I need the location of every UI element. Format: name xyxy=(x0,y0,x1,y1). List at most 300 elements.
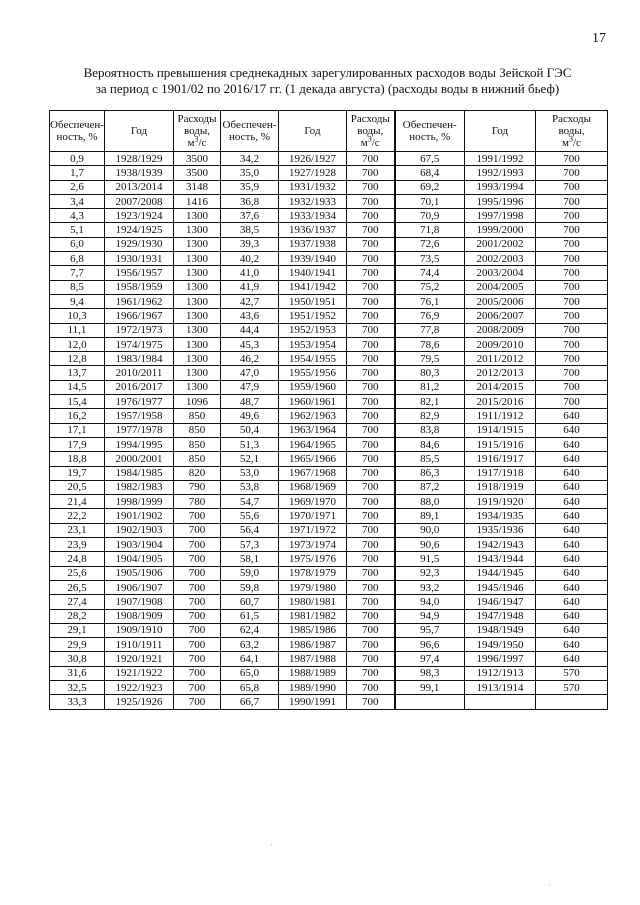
cell-probability: 35,0 xyxy=(221,166,279,180)
cell-probability: 89,1 xyxy=(395,509,465,523)
cell-year: 1995/1996 xyxy=(465,194,536,208)
cell-year: 2009/2010 xyxy=(465,337,536,351)
cell-flow: 700 xyxy=(347,423,395,437)
cell-flow: 1300 xyxy=(174,337,221,351)
header-flow: Расходы воды, $м^3/с$ xyxy=(174,111,221,152)
cell-flow: 700 xyxy=(347,366,395,380)
cell-probability: 56,4 xyxy=(221,523,279,537)
cell-year: 1913/1914 xyxy=(465,680,536,694)
cell-year: 1942/1943 xyxy=(465,538,536,552)
cell-probability: 67,5 xyxy=(395,152,465,166)
table-row xyxy=(50,152,608,166)
cell-year: 1911/1912 xyxy=(465,409,536,423)
cell-probability: 62,4 xyxy=(221,623,279,637)
cell-year: 1903/1904 xyxy=(105,538,174,552)
cell-probability: 73,5 xyxy=(395,252,465,266)
cell-flow: 640 xyxy=(536,638,608,652)
cell-flow: 700 xyxy=(347,166,395,180)
cell-flow: 640 xyxy=(536,423,608,437)
cell-flow: 820 xyxy=(174,466,221,480)
cell-flow: 700 xyxy=(347,466,395,480)
cell-probability: 91,5 xyxy=(395,552,465,566)
cell-year: 2005/2006 xyxy=(465,294,536,308)
cell-year: 1910/1911 xyxy=(105,638,174,652)
cell-probability: 90,6 xyxy=(395,538,465,552)
cell-year: 1948/1949 xyxy=(465,623,536,637)
cell-flow: 700 xyxy=(347,523,395,537)
table-row xyxy=(50,452,608,466)
cell-flow: 700 xyxy=(536,395,608,409)
cell-flow: 700 xyxy=(174,652,221,666)
cell-flow: 700 xyxy=(347,452,395,466)
cell-flow: 700 xyxy=(347,638,395,652)
cell-year: 2008/2009 xyxy=(465,323,536,337)
cell-flow: 700 xyxy=(174,680,221,694)
cell-probability: 94,9 xyxy=(395,609,465,623)
cell-flow: 700 xyxy=(347,180,395,194)
cell-flow: 700 xyxy=(174,638,221,652)
cell-year: 1980/1981 xyxy=(279,595,347,609)
table-row xyxy=(50,509,608,523)
cell-probability: 90,0 xyxy=(395,523,465,537)
cell-year: 1954/1955 xyxy=(279,352,347,366)
cell-year: 1960/1961 xyxy=(279,395,347,409)
cell-flow: 700 xyxy=(347,309,395,323)
table-row xyxy=(50,395,608,409)
cell-flow: 1300 xyxy=(174,209,221,223)
cell-probability: 66,7 xyxy=(221,695,279,709)
cell-probability: 80,3 xyxy=(395,366,465,380)
cell-flow: 700 xyxy=(347,280,395,294)
cell-flow: 700 xyxy=(347,595,395,609)
cell-flow: 850 xyxy=(174,409,221,423)
cell-flow: 700 xyxy=(536,366,608,380)
cell-year: 1970/1971 xyxy=(279,509,347,523)
table-row xyxy=(50,623,608,637)
cell-probability: 48,7 xyxy=(221,395,279,409)
cell-probability: 59,8 xyxy=(221,580,279,594)
cell-probability: 19,7 xyxy=(50,466,105,480)
cell-probability: 96,6 xyxy=(395,638,465,652)
cell-year: 1945/1946 xyxy=(465,580,536,594)
cell-probability: 50,4 xyxy=(221,423,279,437)
cell-year: 1902/1903 xyxy=(105,523,174,537)
cell-year: 1946/1947 xyxy=(465,595,536,609)
cell-flow: 1416 xyxy=(174,194,221,208)
cell-probability: 78,6 xyxy=(395,337,465,351)
cell-flow: 700 xyxy=(347,552,395,566)
cell-probability xyxy=(395,695,465,709)
cell-year: 1915/1916 xyxy=(465,437,536,451)
cell-probability: 72,6 xyxy=(395,237,465,251)
header-probability: Обеспечен- ность, % xyxy=(50,111,105,152)
cell-probability: 25,6 xyxy=(50,566,105,580)
cell-probability: 83,8 xyxy=(395,423,465,437)
cell-probability: 82,1 xyxy=(395,395,465,409)
cell-year: 1927/1928 xyxy=(279,166,347,180)
cell-probability: 40,2 xyxy=(221,252,279,266)
cell-probability: 17,9 xyxy=(50,437,105,451)
cell-flow: 700 xyxy=(536,309,608,323)
cell-year: 2004/2005 xyxy=(465,280,536,294)
cell-flow: 700 xyxy=(347,538,395,552)
cell-probability: 69,2 xyxy=(395,180,465,194)
table-row xyxy=(50,266,608,280)
cell-probability: 35,9 xyxy=(221,180,279,194)
cell-flow: 700 xyxy=(174,523,221,537)
cell-flow xyxy=(536,695,608,709)
cell-flow: 640 xyxy=(536,437,608,451)
cell-year: 1963/1964 xyxy=(279,423,347,437)
cell-probability: 49,6 xyxy=(221,409,279,423)
cell-flow: 640 xyxy=(536,480,608,494)
cell-flow: 1096 xyxy=(174,395,221,409)
cell-year: 1920/1921 xyxy=(105,652,174,666)
cell-flow: 700 xyxy=(347,652,395,666)
cell-flow: 700 xyxy=(347,266,395,280)
cell-probability: 57,3 xyxy=(221,538,279,552)
cell-year: 2013/2014 xyxy=(105,180,174,194)
cell-probability: 18,8 xyxy=(50,452,105,466)
cell-probability: 85,5 xyxy=(395,452,465,466)
cell-probability: 53,0 xyxy=(221,466,279,480)
cell-probability: 70,9 xyxy=(395,209,465,223)
cell-flow: 700 xyxy=(536,166,608,180)
cell-probability: 27,4 xyxy=(50,595,105,609)
cell-flow: 700 xyxy=(536,252,608,266)
cell-probability: 65,8 xyxy=(221,680,279,694)
cell-flow: 700 xyxy=(536,352,608,366)
cell-year: 2016/2017 xyxy=(105,380,174,394)
cell-flow: 3500 xyxy=(174,166,221,180)
cell-year: 1997/1998 xyxy=(465,209,536,223)
cell-flow: 700 xyxy=(174,566,221,580)
cell-year: 1905/1906 xyxy=(105,566,174,580)
cell-flow: 700 xyxy=(347,666,395,680)
table-row xyxy=(50,237,608,251)
cell-year: 1992/1993 xyxy=(465,166,536,180)
cell-probability: 2,6 xyxy=(50,180,105,194)
table-row xyxy=(50,223,608,237)
table-row xyxy=(50,566,608,580)
cell-probability: 61,5 xyxy=(221,609,279,623)
cell-year: 1937/1938 xyxy=(279,237,347,251)
cell-year: 1999/2000 xyxy=(465,223,536,237)
cell-flow: 640 xyxy=(536,566,608,580)
cell-flow: 1300 xyxy=(174,352,221,366)
cell-year: 1974/1975 xyxy=(105,337,174,351)
cell-probability: 97,4 xyxy=(395,652,465,666)
cell-year: 1971/1972 xyxy=(279,523,347,537)
cell-year: 1988/1989 xyxy=(279,666,347,680)
cell-year: 1994/1995 xyxy=(105,437,174,451)
cell-year: 1940/1941 xyxy=(279,266,347,280)
cell-year: 1938/1939 xyxy=(105,166,174,180)
cell-year: 2011/2012 xyxy=(465,352,536,366)
table-row xyxy=(50,638,608,652)
cell-year: 2002/2003 xyxy=(465,252,536,266)
cell-flow: 700 xyxy=(536,194,608,208)
cell-probability: 43,6 xyxy=(221,309,279,323)
cell-probability: 63,2 xyxy=(221,638,279,652)
cell-probability: 31,6 xyxy=(50,666,105,680)
cell-flow: 640 xyxy=(536,409,608,423)
cell-flow: 700 xyxy=(536,280,608,294)
cell-year: 1959/1960 xyxy=(279,380,347,394)
cell-flow: 700 xyxy=(347,437,395,451)
cell-probability: 53,8 xyxy=(221,480,279,494)
cell-flow: 700 xyxy=(536,152,608,166)
cell-flow: 3500 xyxy=(174,152,221,166)
cell-year: 1985/1986 xyxy=(279,623,347,637)
cell-year: 1936/1937 xyxy=(279,223,347,237)
cell-probability: 84,6 xyxy=(395,437,465,451)
cell-flow: 700 xyxy=(347,194,395,208)
cell-flow: 700 xyxy=(174,623,221,637)
cell-year: 1965/1966 xyxy=(279,452,347,466)
cell-probability: 88,0 xyxy=(395,495,465,509)
cell-probability: 59,0 xyxy=(221,566,279,580)
cell-year: 1912/1913 xyxy=(465,666,536,680)
cell-probability: 29,1 xyxy=(50,623,105,637)
cell-flow: 700 xyxy=(174,609,221,623)
cell-year: 1916/1917 xyxy=(465,452,536,466)
cell-flow: 640 xyxy=(536,509,608,523)
cell-probability: 7,7 xyxy=(50,266,105,280)
table-row xyxy=(50,552,608,566)
table-row xyxy=(50,609,608,623)
cell-flow: 700 xyxy=(347,152,395,166)
cell-year: 1908/1909 xyxy=(105,609,174,623)
header-probability: Обеспечен- ность, % xyxy=(395,111,465,152)
cell-probability: 76,9 xyxy=(395,309,465,323)
cell-probability: 26,5 xyxy=(50,580,105,594)
cell-year: 1931/1932 xyxy=(279,180,347,194)
cell-year: 1958/1959 xyxy=(105,280,174,294)
cell-probability: 6,8 xyxy=(50,252,105,266)
cell-probability: 39,3 xyxy=(221,237,279,251)
table-row xyxy=(50,652,608,666)
cell-probability: 47,9 xyxy=(221,380,279,394)
header-year: Год xyxy=(465,111,536,152)
cell-year: 1982/1983 xyxy=(105,480,174,494)
table-row xyxy=(50,480,608,494)
cell-flow: 700 xyxy=(347,509,395,523)
cell-year: 1955/1956 xyxy=(279,366,347,380)
cell-probability: 34,2 xyxy=(221,152,279,166)
table-row xyxy=(50,437,608,451)
table-row xyxy=(50,538,608,552)
cell-flow: 1300 xyxy=(174,280,221,294)
cell-probability: 95,7 xyxy=(395,623,465,637)
cell-probability: 41,9 xyxy=(221,280,279,294)
cell-year: 1952/1953 xyxy=(279,323,347,337)
cell-year: 1984/1985 xyxy=(105,466,174,480)
table-row xyxy=(50,323,608,337)
cell-flow: 700 xyxy=(174,538,221,552)
cell-flow: 640 xyxy=(536,538,608,552)
header-year: Год xyxy=(279,111,347,152)
cell-flow: 570 xyxy=(536,666,608,680)
cell-probability: 71,8 xyxy=(395,223,465,237)
table-row xyxy=(50,523,608,537)
cell-year: 1996/1997 xyxy=(465,652,536,666)
table-row xyxy=(50,423,608,437)
cell-flow: 640 xyxy=(536,652,608,666)
table-row xyxy=(50,666,608,680)
cell-flow: 640 xyxy=(536,452,608,466)
cell-flow: 1300 xyxy=(174,323,221,337)
cell-year: 1935/1936 xyxy=(465,523,536,537)
cell-probability: 13,7 xyxy=(50,366,105,380)
cell-flow: 700 xyxy=(536,209,608,223)
cell-flow: 570 xyxy=(536,680,608,694)
cell-year: 1917/1918 xyxy=(465,466,536,480)
cell-year: 1993/1994 xyxy=(465,180,536,194)
cell-probability: 23,1 xyxy=(50,523,105,537)
cell-year: 1986/1987 xyxy=(279,638,347,652)
cell-year: 1987/1988 xyxy=(279,652,347,666)
cell-flow: 640 xyxy=(536,623,608,637)
table-row xyxy=(50,337,608,351)
cell-flow: 640 xyxy=(536,580,608,594)
cell-year: 1932/1933 xyxy=(279,194,347,208)
cell-flow: 1300 xyxy=(174,266,221,280)
cell-year: 1979/1980 xyxy=(279,580,347,594)
cell-probability: 81,2 xyxy=(395,380,465,394)
cell-flow: 700 xyxy=(347,395,395,409)
cell-probability: 38,5 xyxy=(221,223,279,237)
cell-probability: 44,4 xyxy=(221,323,279,337)
cell-year: 1950/1951 xyxy=(279,294,347,308)
cell-probability: 54,7 xyxy=(221,495,279,509)
table-row xyxy=(50,280,608,294)
cell-probability: 68,4 xyxy=(395,166,465,180)
cell-probability: 76,1 xyxy=(395,294,465,308)
cell-flow: 700 xyxy=(347,223,395,237)
table-row xyxy=(50,495,608,509)
cell-year: 1953/1954 xyxy=(279,337,347,351)
cell-flow: 700 xyxy=(347,580,395,594)
cell-year: 1998/1999 xyxy=(105,495,174,509)
cell-flow: 1300 xyxy=(174,223,221,237)
cell-probability: 77,8 xyxy=(395,323,465,337)
cell-year: 1962/1963 xyxy=(279,409,347,423)
cell-flow: 1300 xyxy=(174,380,221,394)
cell-year: 1939/1940 xyxy=(279,252,347,266)
cell-probability: 70,1 xyxy=(395,194,465,208)
table-row xyxy=(50,409,608,423)
scan-mark: · xyxy=(548,880,551,890)
cell-year: 1923/1924 xyxy=(105,209,174,223)
cell-year: 1949/1950 xyxy=(465,638,536,652)
cell-probability: 45,3 xyxy=(221,337,279,351)
cell-year: 1904/1905 xyxy=(105,552,174,566)
cell-probability: 0,9 xyxy=(50,152,105,166)
cell-flow: 700 xyxy=(347,323,395,337)
cell-probability: 29,9 xyxy=(50,638,105,652)
cell-probability: 23,9 xyxy=(50,538,105,552)
cell-year: 1981/1982 xyxy=(279,609,347,623)
cell-probability: 28,2 xyxy=(50,609,105,623)
cell-year: 1934/1935 xyxy=(465,509,536,523)
cell-year xyxy=(465,695,536,709)
cell-flow: 640 xyxy=(536,552,608,566)
cell-probability: 93,2 xyxy=(395,580,465,594)
cell-probability: 94,0 xyxy=(395,595,465,609)
cell-probability: 98,3 xyxy=(395,666,465,680)
cell-probability: 65,0 xyxy=(221,666,279,680)
cell-year: 1919/1920 xyxy=(465,495,536,509)
cell-flow: 700 xyxy=(347,337,395,351)
cell-probability: 79,5 xyxy=(395,352,465,366)
cell-year: 2015/2016 xyxy=(465,395,536,409)
cell-flow: 700 xyxy=(347,294,395,308)
cell-year: 1907/1908 xyxy=(105,595,174,609)
table-row xyxy=(50,166,608,180)
cell-flow: 790 xyxy=(174,480,221,494)
cell-flow: 700 xyxy=(536,180,608,194)
cell-flow: 700 xyxy=(347,252,395,266)
cell-probability: 3,4 xyxy=(50,194,105,208)
cell-probability: 64,1 xyxy=(221,652,279,666)
cell-probability: 75,2 xyxy=(395,280,465,294)
cell-flow: 640 xyxy=(536,523,608,537)
page-number: 17 xyxy=(592,31,606,46)
cell-probability: 21,4 xyxy=(50,495,105,509)
cell-year: 1991/1992 xyxy=(465,152,536,166)
cell-probability: 55,6 xyxy=(221,509,279,523)
table-row xyxy=(50,380,608,394)
cell-flow: 700 xyxy=(536,237,608,251)
cell-flow: 780 xyxy=(174,495,221,509)
cell-flow: 640 xyxy=(536,466,608,480)
table-row xyxy=(50,580,608,594)
cell-year: 1983/1984 xyxy=(105,352,174,366)
cell-year: 1914/1915 xyxy=(465,423,536,437)
cell-flow: 700 xyxy=(347,380,395,394)
header-flow: Расходы воды, $м^3/с$ xyxy=(536,111,608,152)
cell-probability: 74,4 xyxy=(395,266,465,280)
cell-flow: 700 xyxy=(347,237,395,251)
cell-year: 1926/1927 xyxy=(279,152,347,166)
cell-year: 1956/1957 xyxy=(105,266,174,280)
cell-probability: 6,0 xyxy=(50,237,105,251)
cell-flow: 640 xyxy=(536,609,608,623)
cell-year: 1921/1922 xyxy=(105,666,174,680)
cell-year: 1943/1944 xyxy=(465,552,536,566)
cell-flow: 700 xyxy=(174,695,221,709)
cell-year: 1964/1965 xyxy=(279,437,347,451)
document-title xyxy=(50,65,605,97)
cell-probability: 10,3 xyxy=(50,309,105,323)
cell-probability: 16,2 xyxy=(50,409,105,423)
cell-year: 1925/1926 xyxy=(105,695,174,709)
table-header-row xyxy=(50,111,608,152)
table-row xyxy=(50,309,608,323)
cell-flow: 700 xyxy=(536,323,608,337)
cell-year: 1930/1931 xyxy=(105,252,174,266)
title-line-1: Вероятность превышения среднекадных зарегулированных расходов воды Зейской ГЭС xyxy=(83,65,572,80)
table-row xyxy=(50,209,608,223)
cell-probability: 8,5 xyxy=(50,280,105,294)
cell-flow: 700 xyxy=(347,623,395,637)
cell-probability: 52,1 xyxy=(221,452,279,466)
table-row xyxy=(50,680,608,694)
cell-year: 1969/1970 xyxy=(279,495,347,509)
cell-flow: 700 xyxy=(347,480,395,494)
cell-probability: 12,0 xyxy=(50,337,105,351)
